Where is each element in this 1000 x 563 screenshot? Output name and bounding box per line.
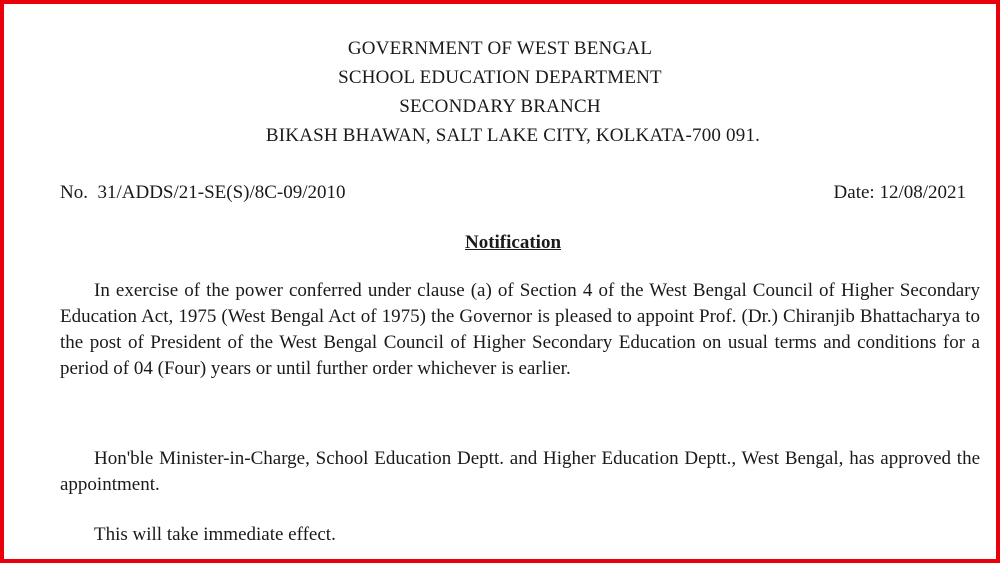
document-header	[4, 34, 996, 150]
paragraph-effect: This will take immediate effect.	[94, 524, 336, 545]
header-government: GOVERNMENT OF WEST BENGAL	[347, 38, 653, 59]
reference-date: Date: 12/08/2021	[833, 182, 966, 203]
header-department: SCHOOL EDUCATION DEPARTMENT	[338, 67, 662, 88]
reference-number: No. 31/ADDS/21-SE(S)/8C-09/2010	[60, 182, 346, 203]
notification-title: Notification	[464, 232, 562, 253]
header-branch: SECONDARY BRANCH	[399, 96, 601, 117]
paragraph-appointment: In exercise of the power conferred under clause (a) of Section 4 of the West Bengal Council of Higher Secondary Education Act, 1975 (West Bengal Act of 1975) the Governor is pleased to appoint Prof. (Dr.) Chiranjib Bhattacharya to the post of President of the West Bengal Council of Higher Secondary Education on usual terms and conditions for a period of 04 (Four) years or until further order whichever is earlier.	[60, 280, 980, 379]
paragraph-approval: Hon'ble Minister-in-Charge, School Education Deptt. and Higher Education Deptt., West Bengal, has approved the appointment.	[60, 448, 980, 495]
header-address: BIKASH BHAWAN, SALT LAKE CITY, KOLKATA-700 091.	[265, 125, 761, 146]
